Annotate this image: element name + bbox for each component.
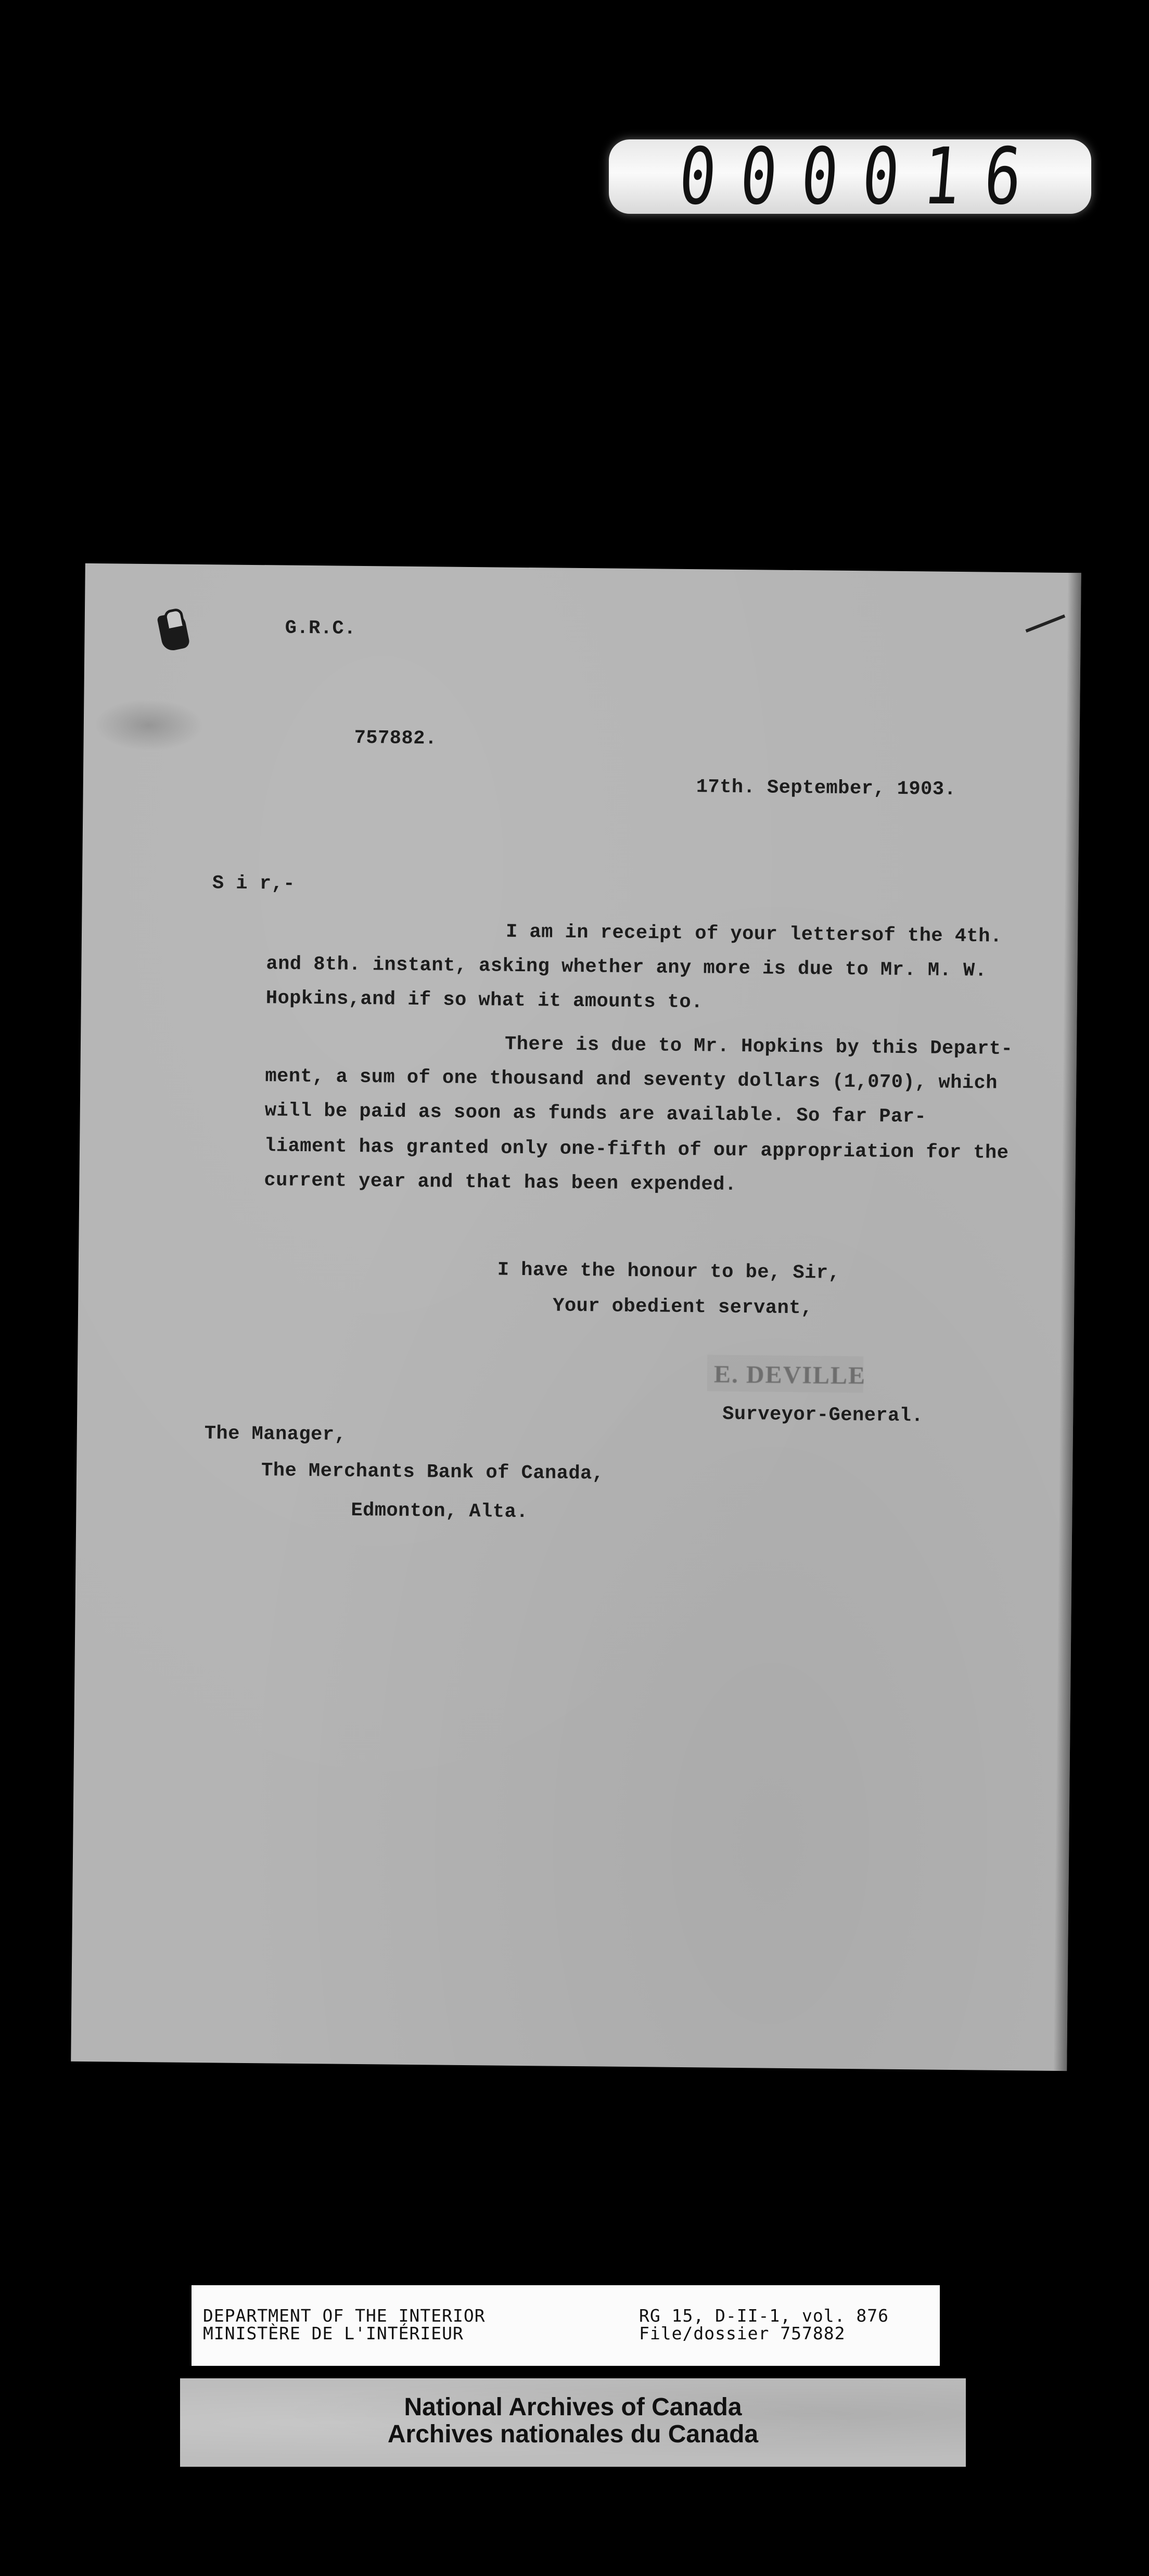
closing-line-2: Your obedient servant, [553, 1295, 813, 1320]
archive-reference-label [191, 2285, 940, 2366]
national-archives-banner [180, 2378, 966, 2467]
header-code: G.R.C. [285, 617, 356, 640]
letter-page [71, 563, 1081, 2071]
body-line: Hopkins,and if so what it amounts to. [265, 987, 704, 1014]
body-line: ment, a sum of one thousand and seventy dollars (1,070), which [265, 1065, 998, 1094]
archives-name-fr: Archives nationales du Canada [387, 2420, 759, 2448]
punch-hole-mark [157, 611, 190, 652]
salutation: S i r,- [212, 872, 296, 895]
signature-stamp: E. DEVILLE [713, 1360, 866, 1390]
body-line: will be paid as soon as funds are available. So far Par- [264, 1100, 927, 1128]
smudge-mark [94, 699, 203, 752]
archives-name-en: National Archives of Canada [404, 2393, 742, 2421]
department-fr: MINISTÈRE DE L'INTÉRIEUR [203, 2323, 464, 2343]
signer-title: Surveyor-General. [722, 1403, 924, 1427]
department-en: DEPARTMENT OF THE INTERIOR [203, 2305, 486, 2326]
body-line: liament has granted only one-fifth of our appropriation for the [264, 1135, 1009, 1164]
letter-date: 17th. September, 1903. [696, 776, 956, 801]
body-line: I am in receipt of your lettersof the 4th. [505, 921, 1002, 948]
edge-mark [1026, 614, 1066, 633]
body-line: current year and that has been expended. [264, 1169, 737, 1196]
frame-counter [609, 131, 1091, 222]
body-line: and 8th. instant, asking whether any more is due to Mr. M. W. [266, 953, 987, 982]
body-line: There is due to Mr. Hopkins by this Depart- [504, 1033, 1013, 1061]
file-number: 757882. [354, 727, 437, 750]
archive-reference: RG 15, D-II-1, vol. 876 [639, 2305, 889, 2326]
addressee-line: The Manager, [204, 1423, 347, 1446]
addressee-line: Edmonton, Alta. [351, 1499, 529, 1524]
archive-file: File/dossier 757882 [639, 2323, 846, 2343]
addressee-line: The Merchants Bank of Canada, [261, 1460, 604, 1485]
closing-line-1: I have the honour to be, Sir, [497, 1259, 840, 1284]
frame-number: 000016 [675, 131, 1049, 222]
